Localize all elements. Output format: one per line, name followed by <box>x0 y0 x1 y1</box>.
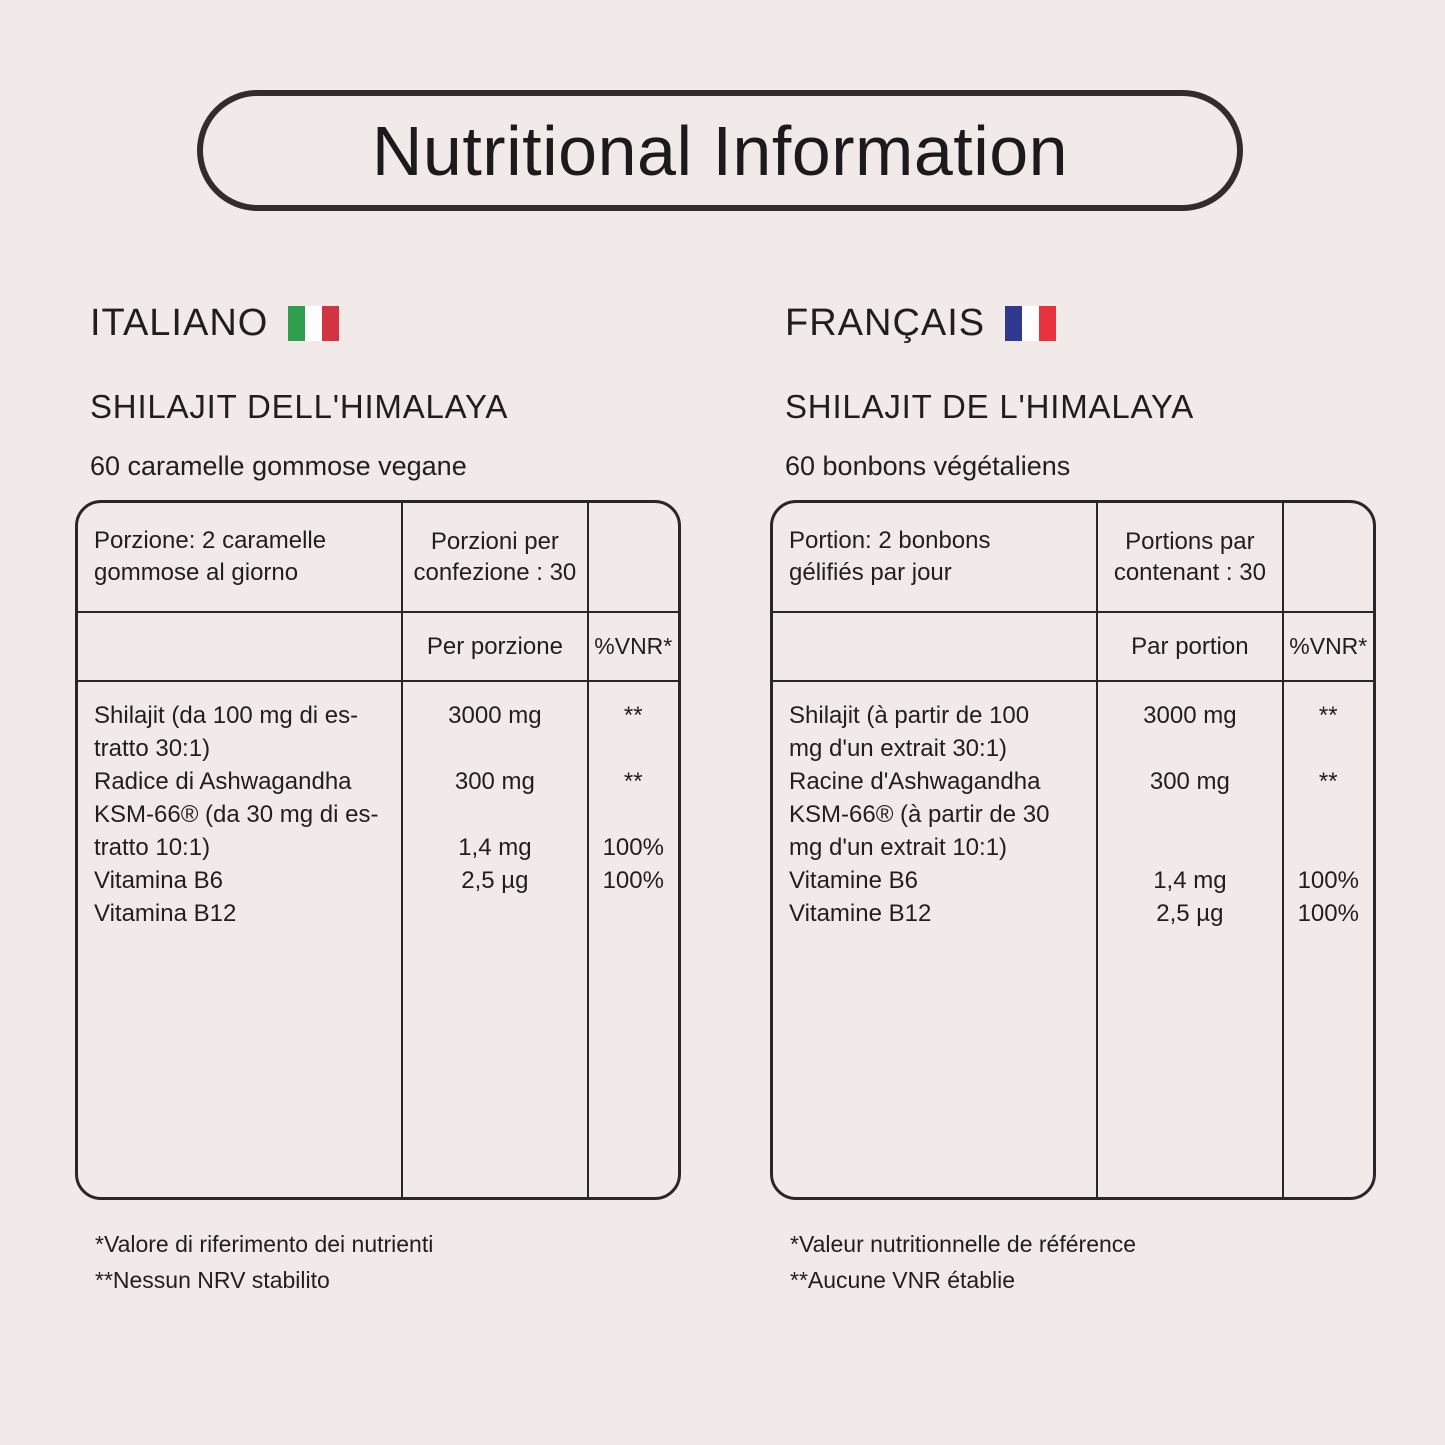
per-serving-header-cell: Per porzione <box>403 613 588 682</box>
servings-per-container-cell: Portions par contenant : 30 <box>1098 503 1283 613</box>
language-header-french <box>770 302 1376 344</box>
empty-cell <box>773 613 1098 682</box>
nrv-line <box>1284 798 1373 831</box>
language-label: FRANÇAIS <box>785 302 986 344</box>
footnote-nrv: *Valore di riferimento dei nutrienti <box>95 1231 434 1257</box>
empty-cell <box>78 613 403 682</box>
nutrient-name-line: Shilajit (à partir de 100 <box>789 702 1030 729</box>
nrv-line: ** <box>1318 768 1338 795</box>
nrv-values-cell <box>1284 682 1373 1197</box>
nutrient-name-line: Radice di Ashwagandha <box>94 768 352 795</box>
nrv-line: 100% <box>602 834 664 861</box>
nrv-line <box>1284 831 1373 864</box>
empty-cell <box>1284 503 1373 613</box>
product-subtitle: 60 bonbons végétaliens <box>785 451 1071 481</box>
nutrient-name-line: Vitamine B12 <box>789 900 932 927</box>
amount-line: 300 mg <box>1149 768 1230 795</box>
amount-line: 2,5 µg <box>461 867 529 894</box>
nrv-line <box>1284 732 1373 765</box>
serving-size-cell: Portion: 2 bonbons gélifiés par jour <box>773 503 1098 613</box>
nutrient-name-line: mg d'un extrait 10:1) <box>789 834 1008 861</box>
amounts-cell <box>1098 682 1283 1197</box>
flag-stripe <box>1022 306 1039 341</box>
nrv-line: 100% <box>602 867 664 894</box>
nutrient-name-line: Vitamina B6 <box>94 867 223 894</box>
nutrient-name-line: KSM-66® (da 30 mg di es- <box>94 801 379 828</box>
amount-line: 1,4 mg <box>1153 867 1227 894</box>
amount-line <box>1098 798 1281 831</box>
nutrient-name-line: KSM-66® (à partir de 30 <box>789 801 1050 828</box>
nutrient-names-cell <box>773 682 1098 1197</box>
nutrient-name-line: mg d'un extrait 30:1) <box>789 735 1008 762</box>
empty-cell <box>589 503 678 613</box>
italy-flag-icon <box>288 306 339 341</box>
title-pill <box>197 90 1243 211</box>
language-header-italian <box>75 302 681 344</box>
footnotes-italian <box>75 1226 681 1298</box>
amount-line: 2,5 µg <box>1156 900 1224 927</box>
nrv-values-cell <box>589 682 678 1197</box>
footnotes-french <box>770 1226 1376 1298</box>
nutrient-name-line: Racine d'Ashwagandha <box>789 768 1041 795</box>
product-subtitle: 60 caramelle gommose vegane <box>90 451 467 481</box>
amount-line <box>403 897 586 930</box>
nrv-line <box>589 897 678 930</box>
flag-stripe <box>1039 306 1056 341</box>
flag-stripe <box>1005 306 1022 341</box>
flag-stripe <box>305 306 322 341</box>
footnote-no-nrv: **Nessun NRV stabilito <box>95 1267 330 1293</box>
flag-stripe <box>288 306 305 341</box>
nutrient-names-cell <box>78 682 403 1197</box>
amount-line <box>403 798 586 831</box>
product-title: SHILAJIT DE L'HIMALAYA <box>785 388 1195 425</box>
nrv-line: 100% <box>1297 867 1359 894</box>
nutrient-name-line: Shilajit (da 100 mg di es- <box>94 702 359 729</box>
nutrition-table-italian <box>75 500 681 1200</box>
nrv-line: ** <box>623 702 643 729</box>
serving-size-cell: Porzione: 2 caramelle gommose al giorno <box>78 503 403 613</box>
language-label: ITALIANO <box>90 302 269 344</box>
nutrition-table-french <box>770 500 1376 1200</box>
nrv-line: ** <box>1318 702 1338 729</box>
nrv-header-cell: %VNR* <box>1284 613 1373 682</box>
page-title: Nutritional Information <box>371 111 1069 190</box>
nrv-line <box>589 732 678 765</box>
section-italian <box>75 302 681 1298</box>
product-title: SHILAJIT DELL'HIMALAYA <box>90 388 509 425</box>
amount-line: 1,4 mg <box>458 834 532 861</box>
footnote-no-nrv: **Aucune VNR établie <box>790 1267 1016 1293</box>
footnote-nrv: *Valeur nutritionnelle de référence <box>790 1231 1137 1257</box>
amount-line <box>1098 831 1281 864</box>
nrv-header-cell: %VNR* <box>589 613 678 682</box>
amount-line: 3000 mg <box>448 702 542 729</box>
amounts-cell <box>403 682 588 1197</box>
nutrient-name-line: Vitamina B12 <box>94 900 237 927</box>
france-flag-icon <box>1005 306 1056 341</box>
amount-line <box>403 732 586 765</box>
nutrient-name-line: tratto 30:1) <box>94 735 211 762</box>
nrv-line: ** <box>623 768 643 795</box>
nutrient-name-line: tratto 10:1) <box>94 834 211 861</box>
nrv-line: 100% <box>1297 900 1359 927</box>
flag-stripe <box>322 306 339 341</box>
amount-line: 3000 mg <box>1143 702 1237 729</box>
amount-line <box>1098 732 1281 765</box>
nrv-line <box>589 798 678 831</box>
servings-per-container-cell: Porzioni per confezione : 30 <box>403 503 588 613</box>
amount-line: 300 mg <box>454 768 535 795</box>
nutrient-name-line: Vitamine B6 <box>789 867 918 894</box>
section-french <box>770 302 1376 1298</box>
per-serving-header-cell: Par portion <box>1098 613 1283 682</box>
